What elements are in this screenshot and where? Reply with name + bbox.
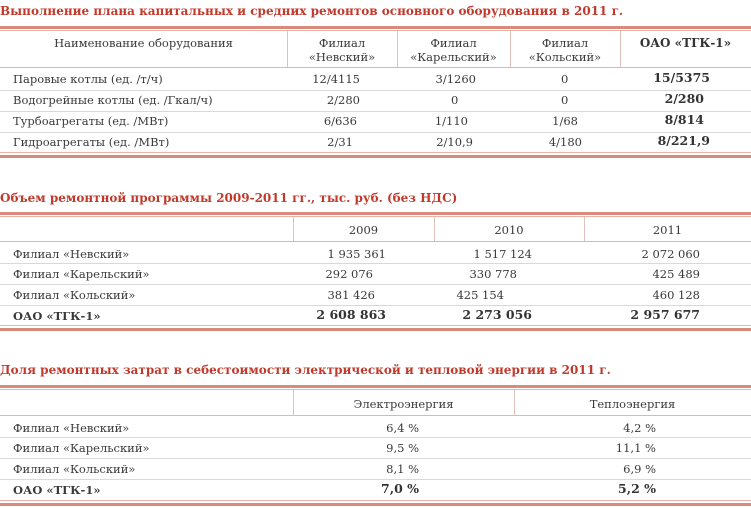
table1-bottom-rule-thin — [0, 152, 751, 153]
table3-top-rule — [0, 385, 751, 388]
table1-bottom-rule — [0, 155, 751, 158]
table1-header-tgk1: ОАО «ТГК-1» — [639, 36, 732, 50]
table2-header-2011: 2011 — [652, 223, 683, 237]
table1-header-kolsky: Филиал «Кольский» — [528, 36, 602, 64]
table2-header-2010: 2010 — [494, 223, 524, 237]
table2-header-rule — [0, 241, 751, 242]
table3-header-electricity: Электроэнергия — [353, 397, 454, 411]
table3-bottom-rule-thin — [0, 500, 751, 501]
table3-top-rule-thin — [0, 389, 751, 390]
table3-header-heat: Теплоэнергия — [589, 397, 676, 411]
table1-header-karelsky: Филиал «Карельский» — [410, 36, 497, 64]
table2-header-2009: 2009 — [348, 223, 379, 237]
table3-title: Доля ремонтных затрат в себестоимости электрической и тепловой энергии в 2011 г. — [0, 363, 611, 377]
table1-title: Выполнение плана капитальных и средних ремонтов основного оборудования в 2011 г. — [0, 4, 624, 18]
table3-header-rule — [0, 415, 751, 416]
table2-bottom-rule-thin — [0, 325, 751, 326]
table1-top-rule — [0, 26, 751, 29]
table1-top-rule-thin — [0, 30, 751, 31]
table2-top-rule — [0, 212, 751, 215]
table3-bottom-rule — [0, 503, 751, 506]
table1-header-name: Наименование оборудования — [54, 36, 233, 50]
table2-top-rule-thin — [0, 216, 751, 217]
table1-header-rule — [0, 67, 751, 68]
table1-header-nevsky: Филиал «Невский» — [308, 36, 376, 64]
table2-bottom-rule — [0, 328, 751, 331]
table2-title: Объем ремонтной программы 2009-2011 гг., тыс. руб. (без НДС) — [0, 191, 458, 205]
